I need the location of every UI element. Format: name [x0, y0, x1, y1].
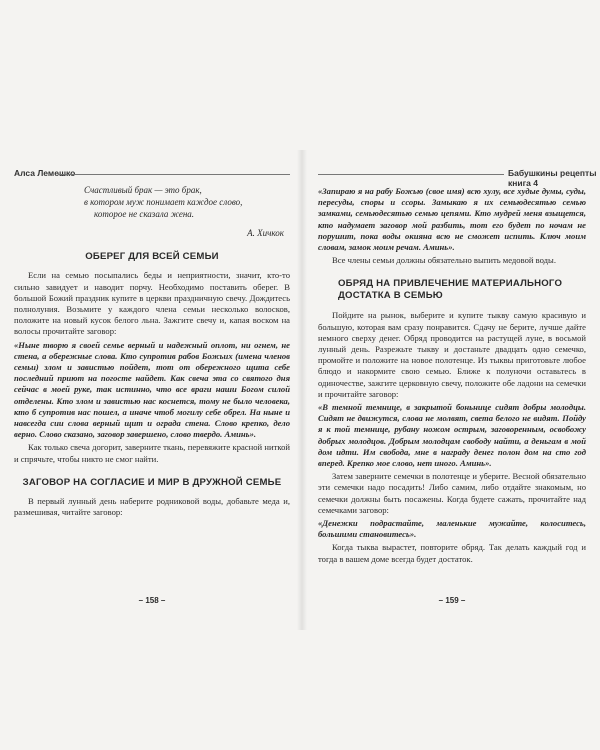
epigraph-line-3: которое не сказала жена. — [94, 209, 195, 219]
paragraph: Затем заверните семечки в полотенце и уберите. Весной обязательно эти семечки надо посадить! Либо самим, либо отдайте знакомым, но семечки должны быть посажены. Когда будете сажать, прочитайте над семечками заговор: — [318, 471, 586, 515]
right-page-content — [318, 184, 586, 565]
section-heading-harmony: ЗАГОВОР НА СОГЛАСИЕ И МИР В ДРУЖНОЙ СЕМЬЕ — [22, 476, 282, 488]
paragraph: Все члены семьи должны обязательно выпить медовой воды. — [332, 255, 556, 266]
left-page-content — [14, 184, 290, 518]
paragraph: Если на семью посыпались беды и неприятности, значит, кто-то сильно завидует и наводит порчу. Необходимо поставить оберег. В большой Божий праздник купите в церкви праздничную свечу. Дождитесь полнолуния. Возьмите у каждого члена семьи несколько волосков, положите на новый кусок белого льна. Зажгите свечу и, капая воском на волосы прочитайте заговор: — [14, 270, 290, 337]
paragraph: Пойдите на рынок, выберите и купите тыкву самую красивую и большую, которая вам сразу понравится. Сдачу не берите, лучше дайте немного сверху денег. Обряд проводится на растущей луне, в восьмой лунный день. Разрежьте тыкву и достаньте двадцать одно семечко, промойте и положите на новое полотенце. Из тыквы приготовьте любое блюдо и накормите свою семью. Ближе к полуночи оставьтесь в одиночестве, зажгите церковную свечу, положите обе ладони на семечки и прочитайте заговор: — [318, 310, 586, 399]
section-heading-wealth: ОБРЯД НА ПРИВЛЕЧЕНИЕ МАТЕРИАЛЬНОГО ДОСТАТКА В СЕМЬЮ — [338, 278, 563, 302]
page-number-left: – 158 – — [138, 595, 166, 605]
epigraph-line-1: Счастливый брак — это брак, — [84, 185, 202, 195]
spell-text: «Запираю я на рабу Божью (свое имя) всю хулу, все худые думы, суды, пересуды, споры и ссоры. Замыкаю я их семьюдесятью семью замками, семьюдесятью семью цепями. Кто мудрей меня взыщется, кто надумает заговор мой разбить, тот его будет по ночам не порушит, пока воды окияна всю не сможет испить. Ключ моим словам, замок моим речам. Аминь». — [318, 186, 586, 253]
section-heading-amulet: ОБЕРЕГ ДЛЯ ВСЕЙ СЕМЬИ — [85, 251, 219, 263]
paragraph: Как только свеча догорит, заверните ткань, перевяжите красной ниткой и спрячьте, чтобы никто не смог найти. — [14, 442, 290, 464]
left-running-header: Алса Лемешко — [14, 168, 76, 178]
left-page — [14, 168, 290, 608]
paragraph: Когда тыква вырастет, повторите обряд. Так делать каждый год и тогда в вашем доме всегда будет достаток. — [318, 542, 586, 564]
spell-text: «Ныне творю я своей семье верный и надежный оплот, ни огнем, не стена, а обережные слова. Кто супротив рабов Божьих (имена членов семьи) злом и завистью пойдет, тот от обережного щита себе последний приют на погосте найдет. Как свеча эта со святого дня сейчас в моей руке, так истинно, что все враги наши Богом силой отделены. Кто злом и завистью нас коснется, тому не было человека, кто б супротив нас пошел, а иначе чтоб могилу себе обрел. На ныне и навсегда сии слова верный щит и ограда стена. Слово крепко, дело верно. Слово сказано, заговор завершено, слово твердо. Аминь». — [14, 339, 290, 440]
book-gutter — [297, 150, 307, 630]
spell-text: «В темной темнице, в закрытой боньнице сидят добры молодцы. Сидят не движутся, слова не молвят, света белого не видят. Пойду я к той темнице, рубану ножом острым, заговоренным, освобожу добрых молодцов. Добрым молодцам свободу найти, а деньгам в мой дом идти. Им свобода, мне в награду денег полон дом на сто год вперед. Крепко мое слово, нет иного. Аминь». — [318, 402, 586, 469]
right-page — [318, 168, 586, 608]
epigraph-author: А. Хичкок — [247, 228, 284, 238]
epigraph-line-2: в котором муж понимает каждое слово, — [84, 197, 243, 207]
spell-text: «Денежки подрастайте, маленькие мужайте, колоситесь, большими становитесь». — [318, 518, 586, 540]
paragraph: В первый лунный день наберите родниковой воды, добавьте меда и, размешивая, читайте заговор: — [14, 496, 290, 518]
right-running-header: Бабушкины рецепты книга 4 — [508, 168, 597, 188]
epigraph — [84, 184, 290, 220]
page-number-right: – 159 – — [438, 595, 466, 605]
